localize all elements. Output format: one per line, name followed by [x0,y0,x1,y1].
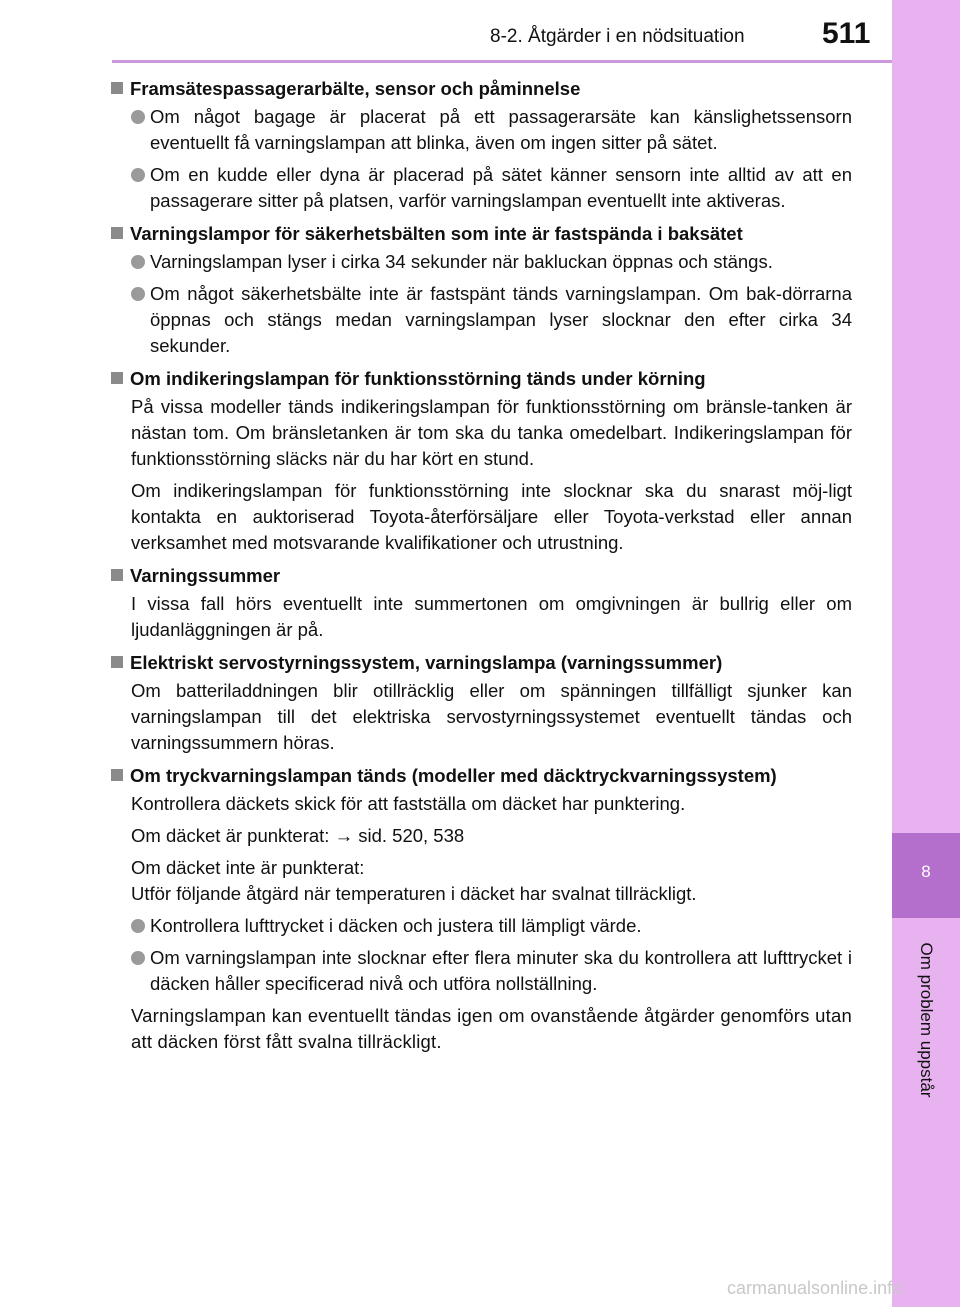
circle-bullet-icon [131,287,145,301]
circle-bullet-icon [131,951,145,965]
bullet-item [108,104,852,156]
bullet-item [108,913,852,939]
section-heading-text: Varningslampor för säkerhetsbälten som inte är fastspända i baksätet [130,223,743,244]
chapter-title: Om problem uppstår [917,942,936,1098]
header-divider [112,60,892,63]
page-content [108,70,852,1061]
section-heading [108,649,852,676]
section-heading [108,762,852,789]
section-heading-text: Om indikeringslampan för funktionsstörning tänds under körning [130,368,706,389]
page-reference: Om däcket är punkterat: → sid. 520, 538 [131,825,465,846]
bullet-item [108,281,852,359]
page-number: 511 [822,17,871,50]
square-bullet-icon [111,372,123,384]
bullet-text: Varningslampan lyser i cirka 34 sekunder när bakluckan öppnas och stängs. [150,251,773,272]
paragraph-line: Utför följande åtgärd när temperaturen i däcket har svalnat tillräckligt. [131,883,697,904]
paragraph: Om indikeringslampan för funktionsstörning inte slocknar ska du snarast möj-ligt kontakta en auktoriserad Toyota-återförsäljare eller Toyota-verkstad eller annan verksamhet med motsvarande kvalifikationer och utrustning. [131,480,852,553]
section-heading-text: Varningssummer [130,565,281,586]
chapter-side-tab [892,0,960,1307]
paragraph: Om batteriladdningen blir otillräcklig eller om spänningen tillfälligt sjunker kan varningslampan till det elektriska servostyrningssystemet eventuellt tändas och varningssummern höras. [131,680,852,753]
bullet-text: Om varningslampan inte slocknar efter flera minuter ska du kontrollera att lufttrycket i däcken håller specificerad nivå och utföra nollställning. [150,947,852,994]
paragraph: I vissa fall hörs eventuellt inte summertonen om omgivningen är bullrig eller om ljudanläggningen är på. [131,593,852,640]
bullet-text: Om en kudde eller dyna är placerad på sätet känner sensorn inte alltid av att en passagerare sitter på platsen, varför varningslampan eventuellt inte aktiveras. [150,164,852,211]
bullet-item [108,945,852,997]
circle-bullet-icon [131,919,145,933]
circle-bullet-icon [131,110,145,124]
header-section-title: 8-2. Åtgärder i en nödsituation [490,26,745,47]
section-heading [108,562,852,589]
section-heading [108,75,852,102]
circle-bullet-icon [131,168,145,182]
bullet-item [108,249,852,275]
square-bullet-icon [111,82,123,94]
square-bullet-icon [111,227,123,239]
paragraph: Varningslampan kan eventuellt tändas igen om ovanstående åtgärder genomförs utan att däcken först fått svalna tillräckligt. [131,1005,852,1052]
section-heading-text: Elektriskt servostyrningssystem, varningslampa (varningssummer) [130,652,723,673]
paragraph: På vissa modeller tänds indikeringslampan för funktionsstörning om bränsle-tanken är nästan tom. Om bränsletanken är tom ska du tanka omedelbart. Indikeringslampan för funktionsstörning släcks när du har kört en stund. [131,396,852,469]
section-heading [108,220,852,247]
square-bullet-icon [111,656,123,668]
section-heading [108,365,852,392]
bullet-text: Om något bagage är placerat på ett passagerarsäte kan känslighetssensorn eventuellt få varningslampan att blinka, även om ingen sitter på sätet. [150,106,852,153]
section-heading-text: Om tryckvarningslampan tänds (modeller med däcktryckvarningssystem) [130,765,777,786]
section-heading-text: Framsätespassagerarbälte, sensor och påminnelse [130,78,581,99]
paragraph-line: Om däcket inte är punkterat: [131,857,365,878]
square-bullet-icon [111,769,123,781]
paragraph: Kontrollera däckets skick för att fastställa om däcket har punktering. [131,793,686,814]
watermark: carmanualsonline.info [727,1278,903,1298]
bullet-text: Kontrollera lufttrycket i däcken och justera till lämpligt värde. [150,915,642,936]
chapter-number: 8 [921,862,931,881]
bullet-item [108,162,852,214]
circle-bullet-icon [131,255,145,269]
square-bullet-icon [111,569,123,581]
bullet-text: Om något säkerhetsbälte inte är fastspänt tänds varningslampan. Om bak-dörrarna öppnas och stängs medan varningslampan lyser slocknar den efter cirka 34 sekunder. [150,283,852,356]
